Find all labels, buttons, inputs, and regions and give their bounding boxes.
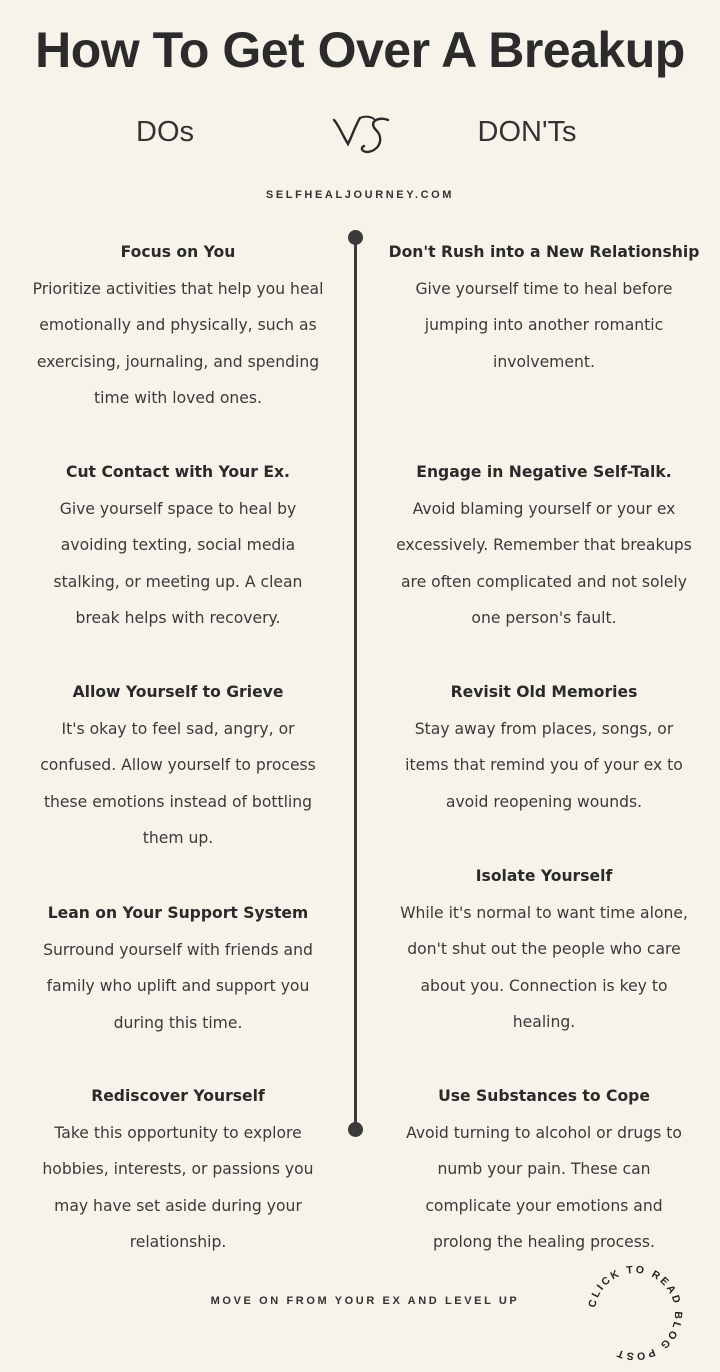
do-line: these emotions instead of bottling bbox=[43, 792, 313, 811]
read-blog-badge[interactable] bbox=[580, 1258, 690, 1368]
dont-line: items that remind you of your ex to bbox=[405, 756, 683, 775]
dont-line: involvement. bbox=[493, 352, 595, 371]
do-line: hobbies, interests, or passions you bbox=[42, 1160, 314, 1179]
timeline-dot-top bbox=[348, 230, 363, 245]
dont-item-isolate bbox=[378, 858, 710, 1041]
do-line: stalking, or meeting up. A clean bbox=[53, 572, 303, 591]
do-line: during this time. bbox=[113, 1013, 243, 1032]
dont-heading: Isolate Yourself bbox=[475, 867, 613, 885]
footer-tagline: MOVE ON FROM YOUR EX AND LEVEL UP bbox=[210, 1295, 520, 1307]
dont-line: one person's fault. bbox=[471, 609, 617, 628]
dont-line: jumping into another romantic bbox=[424, 316, 664, 335]
dont-heading: Use Substances to Cope bbox=[438, 1087, 650, 1105]
dont-line: healing. bbox=[512, 1013, 576, 1032]
do-line: emotionally and physically, such as bbox=[39, 316, 317, 335]
do-item-focus bbox=[14, 234, 342, 417]
do-line: break helps with recovery. bbox=[75, 609, 281, 628]
dont-line: Avoid blaming yourself or your ex bbox=[412, 499, 676, 518]
dont-line: avoid reopening wounds. bbox=[445, 792, 643, 811]
timeline-line bbox=[354, 237, 357, 1131]
do-line: them up. bbox=[142, 829, 214, 848]
badge-text bbox=[586, 1264, 684, 1363]
do-line: time with loved ones. bbox=[94, 389, 262, 408]
page-title: How To Get Over A Breakup bbox=[35, 22, 685, 78]
dont-heading: Don't Rush into a New Relationship bbox=[388, 243, 700, 261]
do-heading: Cut Contact with Your Ex. bbox=[66, 463, 290, 481]
do-line: relationship. bbox=[129, 1233, 227, 1252]
dont-line: Stay away from places, songs, or bbox=[414, 719, 674, 738]
dont-line: are often complicated and not solely bbox=[401, 572, 687, 591]
do-line: may have set aside during your bbox=[54, 1196, 302, 1215]
dont-line: numb your pain. These can bbox=[437, 1160, 651, 1179]
do-heading: Rediscover Yourself bbox=[91, 1087, 265, 1105]
do-heading: Focus on You bbox=[120, 243, 236, 261]
do-item-cut-contact bbox=[14, 454, 342, 637]
site-url: SELFHEALJOURNEY.COM bbox=[265, 189, 455, 201]
do-line: confused. Allow yourself to process bbox=[40, 756, 316, 775]
timeline-dot-bottom bbox=[348, 1122, 363, 1137]
do-heading: Lean on Your Support System bbox=[47, 904, 309, 922]
do-heading: Allow Yourself to Grieve bbox=[72, 683, 284, 701]
vs-handwriting bbox=[330, 110, 402, 158]
do-item-support bbox=[14, 895, 342, 1041]
do-item-grieve bbox=[14, 674, 342, 857]
badge-text-span: CLICK TO READ BLOG POST bbox=[586, 1263, 685, 1363]
dont-line: Avoid turning to alcohol or drugs to bbox=[406, 1123, 682, 1142]
circular-text-badge[interactable] bbox=[580, 1258, 690, 1368]
donts-heading: DON'Ts bbox=[477, 116, 577, 148]
do-line: It's okay to feel sad, angry, or bbox=[61, 719, 295, 738]
dont-line: Give yourself time to heal before bbox=[415, 279, 673, 298]
dont-heading: Revisit Old Memories bbox=[450, 683, 638, 701]
do-line: family who uplift and support you bbox=[46, 977, 310, 996]
do-item-rediscover bbox=[14, 1078, 342, 1261]
dont-line: don't shut out the people who care bbox=[407, 940, 681, 959]
dont-line: prolong the healing process. bbox=[433, 1233, 655, 1252]
dont-heading: Engage in Negative Self-Talk. bbox=[416, 463, 672, 481]
dont-item-self-talk bbox=[378, 454, 710, 637]
do-line: Give yourself space to heal by bbox=[59, 499, 297, 518]
do-line: avoiding texting, social media bbox=[60, 536, 296, 555]
do-line: Surround yourself with friends and bbox=[43, 940, 313, 959]
do-line: exercising, journaling, and spending bbox=[36, 352, 320, 371]
dont-line: While it's normal to want time alone, bbox=[400, 903, 688, 922]
dont-line: about you. Connection is key to bbox=[420, 976, 668, 995]
dos-heading: DOs bbox=[136, 116, 194, 148]
dont-item-memories bbox=[378, 674, 710, 820]
dont-item-substances bbox=[378, 1078, 710, 1261]
dont-item-rush bbox=[378, 234, 710, 380]
do-line: Take this opportunity to explore bbox=[54, 1123, 302, 1142]
dont-line: complicate your emotions and bbox=[425, 1196, 663, 1215]
do-line: Prioritize activities that help you heal bbox=[32, 279, 324, 298]
dont-line: excessively. Remember that breakups bbox=[396, 536, 692, 555]
vs-script bbox=[330, 110, 402, 158]
